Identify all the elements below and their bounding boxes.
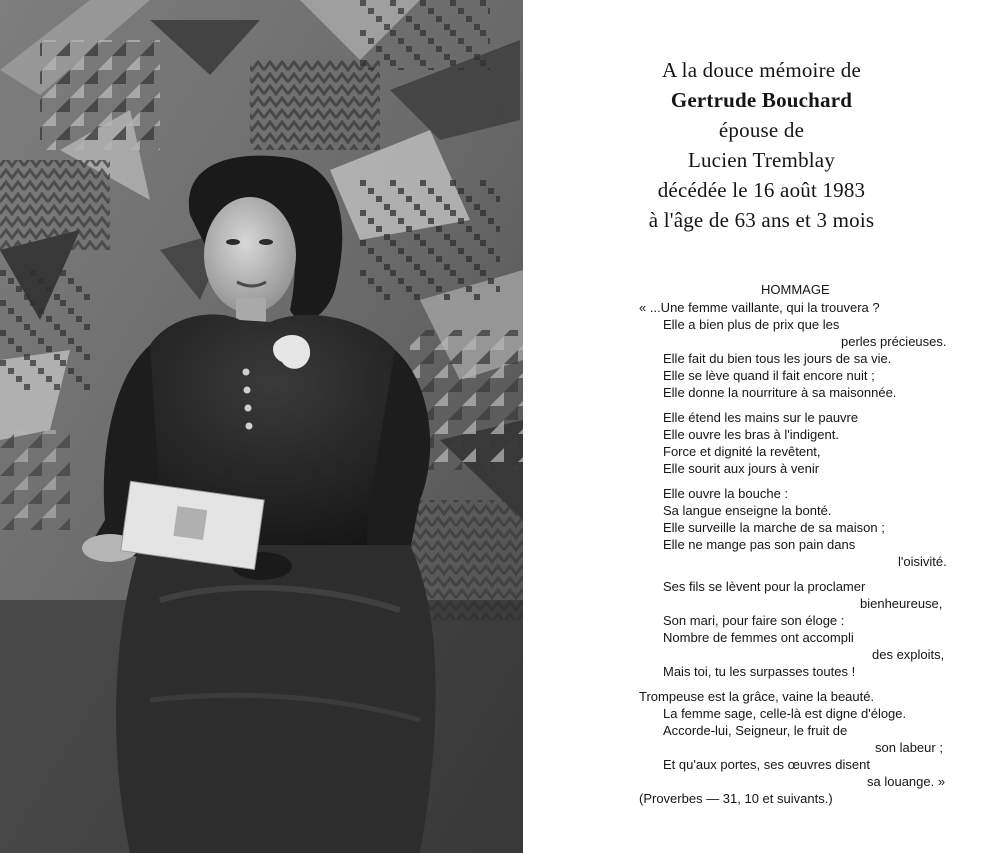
poem-line: Elle a bien plus de prix que les: [663, 317, 840, 332]
poem-line: Elle ouvre la bouche :: [663, 486, 789, 501]
poem-line: l'oisivité.: [898, 554, 947, 569]
poem-line: Elle surveille la marche de sa maison ;: [663, 520, 885, 535]
poem-line: Trompeuse est la grâce, vaine la beauté.: [639, 689, 875, 704]
deceased-name: Gertrude Bouchard: [670, 88, 853, 112]
spouse-intro: épouse de: [718, 118, 805, 142]
poem-line: Elle ne mange pas son pain dans: [663, 537, 856, 552]
poem-line: des exploits,: [872, 647, 945, 662]
poem-line: Elle se lève quand il fait encore nuit ;: [663, 368, 875, 383]
poem-line: Son mari, pour faire son éloge :: [663, 613, 845, 628]
poem-line: Accorde-lui, Seigneur, le fruit de: [663, 723, 848, 738]
poem-line: Elle étend les mains sur le pauvre: [663, 410, 859, 425]
poem-line: Sa langue enseigne la bonté.: [663, 503, 832, 518]
poem-line: La femme sage, celle-là est digne d'éloge.: [663, 706, 907, 721]
poem-line: Force et dignité la revêtent,: [663, 444, 821, 459]
poem-line: Nombre de femmes ont accompli: [663, 630, 854, 645]
poem-line: Elle ouvre les bras à l'indigent.: [663, 427, 839, 442]
death-date: décédée le 16 août 1983: [657, 178, 866, 202]
poem-line: Elle sourit aux jours à venir: [663, 461, 820, 476]
poem-line: sa louange. »: [867, 774, 946, 789]
poem-line: Elle donne la nourriture à sa maisonnée.: [663, 385, 897, 400]
poem-line: bienheureuse,: [860, 596, 943, 611]
poem-title: HOMMAGE: [761, 282, 830, 297]
spouse-name: Lucien Tremblay: [687, 148, 836, 172]
poem-citation: (Proverbes — 31, 10 et suivants.): [639, 791, 833, 806]
memorial-card: [523, 0, 1000, 853]
memorial-header: [523, 55, 1000, 235]
memory-intro: A la douce mémoire de: [662, 58, 861, 82]
poem-line: son labeur ;: [875, 740, 943, 755]
poem-line: Mais toi, tu les surpasses toutes !: [663, 664, 856, 679]
poem-line: perles précieuses.: [841, 334, 947, 349]
poem-line: « ...Une femme vaillante, qui la trouvera ?: [639, 300, 880, 315]
age-at-death: à l'âge de 63 ans et 3 mois: [648, 208, 875, 232]
poem-line: Elle fait du bien tous les jours de sa vie.: [663, 351, 892, 366]
poem-line: Et qu'aux portes, ses œuvres disent: [663, 757, 870, 772]
poem-line: Ses fils se lèvent pour la proclamer: [663, 579, 866, 594]
